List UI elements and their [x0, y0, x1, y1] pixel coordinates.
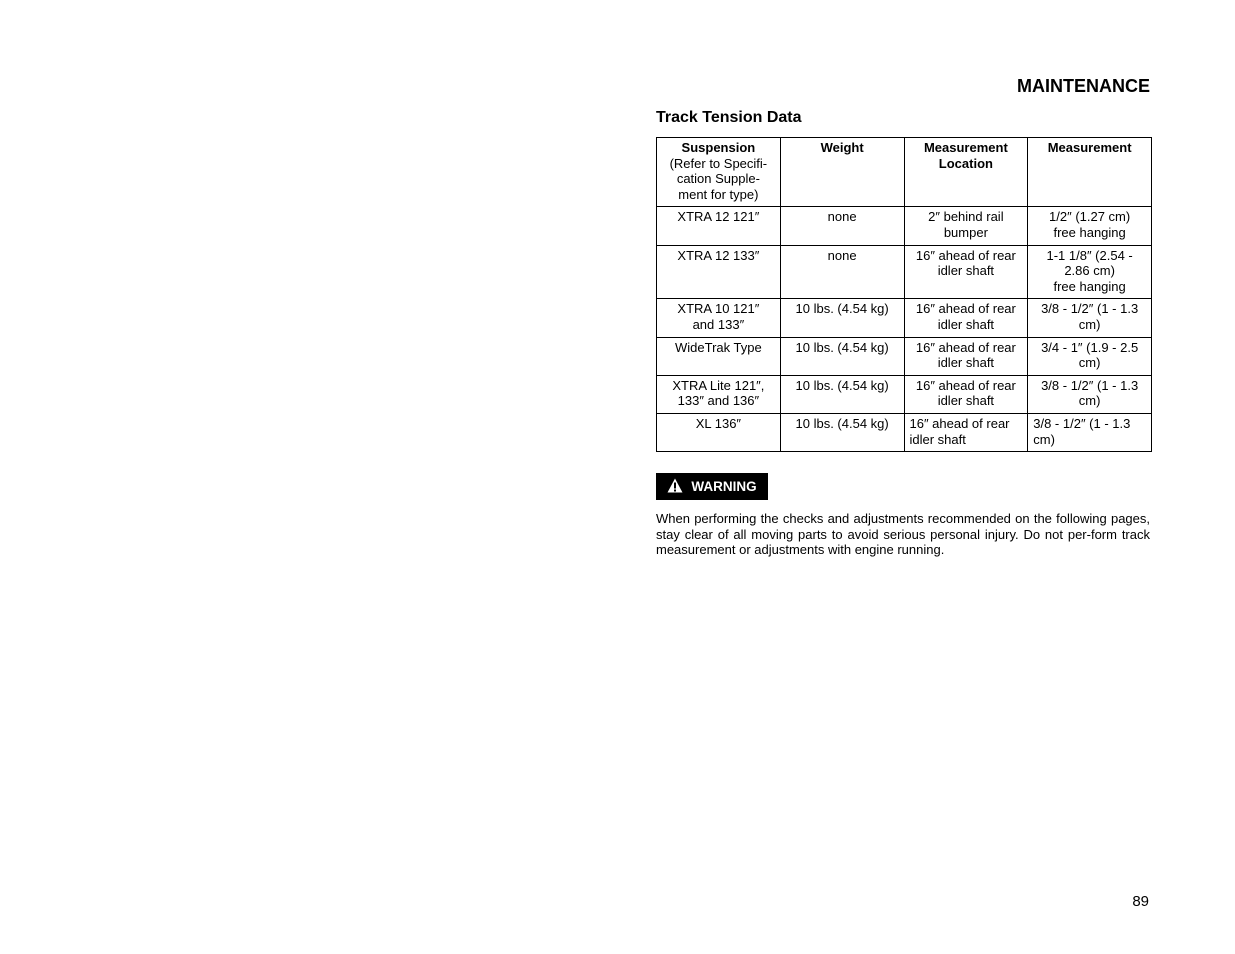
table-cell: 2″ behind rail bumper: [904, 207, 1028, 245]
table-row: [657, 413, 1152, 451]
table-cell: 16″ ahead of rear idler shaft: [904, 413, 1028, 451]
page-number: 89: [1132, 893, 1149, 910]
table-cell: 10 lbs. (4.54 kg): [780, 375, 904, 413]
table-row: [657, 375, 1152, 413]
warning-triangle-icon: [667, 478, 683, 496]
column-header-title: Measurement: [1047, 140, 1132, 155]
column-header: [904, 138, 1028, 207]
section-title: MAINTENANCE: [1017, 76, 1150, 96]
table-row: [657, 337, 1152, 375]
column-header-title: Suspension: [681, 140, 756, 155]
table-cell: 3/8 - 1/2″ (1 - 1.3 cm): [1028, 299, 1152, 337]
table-cell: none: [780, 207, 904, 245]
table-cell: 3/8 - 1/2″ (1 - 1.3 cm): [1028, 375, 1152, 413]
warning-label-text: WARNING: [691, 479, 757, 494]
table-cell: 10 lbs. (4.54 kg): [780, 337, 904, 375]
table-cell: 10 lbs. (4.54 kg): [780, 413, 904, 451]
table-row: [657, 299, 1152, 337]
table-cell: 1/2″ (1.27 cm) free hanging: [1028, 207, 1152, 245]
table-title: Track Tension Data: [656, 109, 802, 126]
table-cell: 1-1 1/8″ (2.54 - 2.86 cm) free hanging: [1028, 245, 1152, 299]
column-header: [1028, 138, 1152, 207]
table-cell: 3/8 - 1/2″ (1 - 1.3 cm): [1028, 413, 1152, 451]
table-cell: 3/4 - 1″ (1.9 - 2.5 cm): [1028, 337, 1152, 375]
table-cell: 16″ ahead of rear idler shaft: [904, 337, 1028, 375]
warning-text: When performing the checks and adjustments recommended on the following pages, stay clear of all moving parts to avoid serious personal injury. Do not per-form track measurement or adjustments with engine running.: [656, 511, 1150, 558]
table-row: [657, 207, 1152, 245]
column-header: [657, 138, 781, 207]
table-cell: XTRA Lite 121″, 133″ and 136″: [657, 375, 781, 413]
table-cell: 16″ ahead of rear idler shaft: [904, 245, 1028, 299]
table-cell: XTRA 12 133″: [657, 245, 781, 299]
warning-label: [656, 473, 768, 500]
table-cell: XL 136″: [657, 413, 781, 451]
table-cell: none: [780, 245, 904, 299]
table-header-row: [657, 138, 1152, 207]
table-row: [657, 245, 1152, 299]
column-header-title: Weight: [820, 140, 864, 155]
table-cell: 10 lbs. (4.54 kg): [780, 299, 904, 337]
table-cell: 16″ ahead of rear idler shaft: [904, 375, 1028, 413]
column-header-title: Measurement Location: [923, 140, 1008, 171]
column-header-note: (Refer to Specifi- cation Supple- ment for type): [669, 155, 768, 202]
table-cell: 16″ ahead of rear idler shaft: [904, 299, 1028, 337]
track-tension-table: [656, 137, 1152, 452]
table-cell: XTRA 12 121″: [657, 207, 781, 245]
column-header: [780, 138, 904, 207]
table-cell: WideTrak Type: [657, 337, 781, 375]
table-cell: XTRA 10 121″ and 133″: [657, 299, 781, 337]
